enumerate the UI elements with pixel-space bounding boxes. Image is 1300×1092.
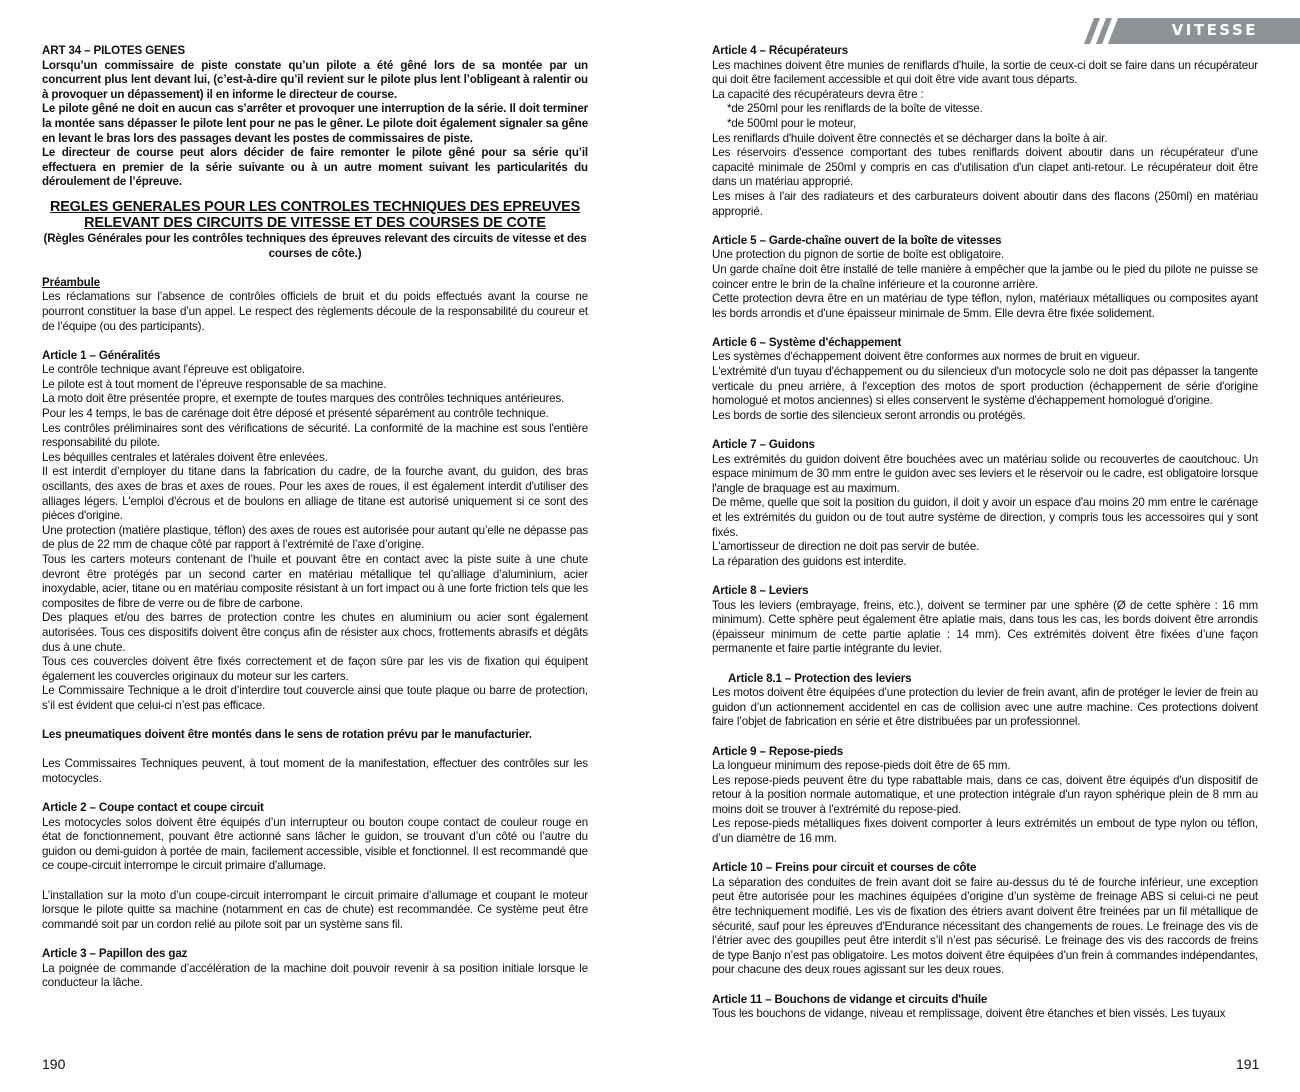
section-label: VITESSE bbox=[1171, 21, 1258, 39]
preambule-title: Préambule bbox=[42, 275, 100, 289]
article-5-paragraph: Cette protection devra être en un matériau de type téflon, nylon, matériaux métalliques ou composites ayant les bords arrondis et d'une épaisseur minimale de 5mm. Elle devra être fixée solidement. bbox=[712, 292, 1258, 320]
left-page bbox=[42, 44, 588, 991]
article-7-title: Article 7 – Guidons bbox=[712, 438, 815, 452]
main-title: REGLES GENERALES POUR LES CONTROLES TECHNIQUES DES EPREUVES RELEVANT DES CIRCUITS DE VITESSE ET DES COURSES DE COTE bbox=[49, 198, 581, 232]
article-4-item: *de 500ml pour le moteur, bbox=[727, 116, 857, 130]
article-3-title: Article 3 – Papillon des gaz bbox=[42, 947, 188, 961]
article-7-paragraph: L'amortisseur de direction ne doit pas servir de butée. bbox=[712, 540, 980, 554]
right-page bbox=[712, 44, 1258, 1022]
article-11-paragraph: Tous les bouchons de vidange, niveau et remplissage, doivent être étanches et bien vissés. Les tuyaux bbox=[712, 1007, 1226, 1021]
page-number-left: 190 bbox=[42, 1056, 66, 1072]
article-4-paragraph: Les réservoirs d'essence comportant des tubes reniflards doivent aboutir dans un récupérateur d'une capacité minimale de 250ml y compris en cas d'utilisation d'un clapet anti-retour. Le récupérateur doit être dans un matériau approprié. bbox=[712, 146, 1258, 189]
article-9-paragraph: Les repose-pieds peuvent être du type rabattable mais, dans ce cas, doivent être équipés d'un dispositif de retour à la position normale automatique, et une protection intégrale d'un rayon sphérique plein de 8 mm au moins doit se trouver à l'extrémité du repose-pied. bbox=[712, 773, 1258, 816]
main-subtitle: (Règles Générales pour les contrôles techniques des épreuves relevant des circuits de vitesse et des courses de côte.) bbox=[43, 231, 587, 260]
article-1-line: La moto doit être présentée propre, et exempte de toutes marques des contrôles techniques antérieures. bbox=[42, 392, 565, 406]
article-1-bold-note: Les pneumatiques doivent être montés dans le sens de rotation prévu par le manufacturier. bbox=[42, 728, 532, 742]
article-1-line: Les contrôles préliminaires sont des vérifications de sécurité. La conformité de la machine est sous l'entière responsabilité du pilote. bbox=[42, 421, 588, 450]
article-6-paragraph: Les bords de sortie des silencieux seront arrondis ou protégés. bbox=[712, 408, 1026, 422]
article-4-paragraph: Les reniflards d'huile doivent être connectés et se décharger dans la boîte à air. bbox=[712, 131, 1108, 145]
article-1-line: Tous les carters moteurs contenant de l’huile et pouvant être en contact avec la piste suite à une chute devront être protégés par un second carter en matériau métallique tel qu’alliage d’aluminium, acier inoxydable, acier, titane ou en matériau composite résistant à un fort impact ou à une forte friction tels que les composites de fibre de verre ou de fibre de carbone. bbox=[42, 553, 588, 610]
article-1-line: Les béquilles centrales et latérales doivent être enlevées. bbox=[42, 450, 328, 464]
article-1-line: Pour les 4 temps, le bas de carénage doit être déposé et présenté séparément au contrôle technique. bbox=[42, 407, 549, 421]
article-1-line: Tous ces couvercles doivent être fixés correctement et de façon sûre par les vis de fixation qui équipent également les couvercles originaux du moteur sur les carters. bbox=[42, 655, 588, 683]
article-4-paragraph: La capacité des récupérateurs devra être : bbox=[712, 87, 924, 101]
article-1-line: Le contrôle technique avant l'épreuve est obligatoire. bbox=[42, 363, 305, 377]
article-1-line: Le pilote est à tout moment de l’épreuve responsable de sa machine. bbox=[42, 377, 387, 391]
article-2-title: Article 2 – Coupe contact et coupe circuit bbox=[42, 801, 264, 815]
article-1-title: Article 1 – Généralités bbox=[42, 348, 161, 362]
art34-paragraph: Le directeur de course peut alors décider de faire remonter le pilote gêné pour sa série qu’il effectuera en premier de la série suivante ou à un autre moment suivant les particularités du déroulement de l’épreuve. bbox=[42, 146, 588, 189]
page-number-right: 191 bbox=[1236, 1056, 1260, 1072]
art34-paragraph: Le pilote gêné ne doit en aucun cas s’arrêter et provoquer une interruption de la série. Il doit terminer la montée sans dépasser le pilote lent pour ne pas le gêner. Le pilote doit également signaler sa gêne en levant le bras lors des passages devant les postes de commissaires de piste. bbox=[42, 102, 588, 145]
article-7-paragraph: La réparation des guidons est interdite. bbox=[712, 554, 907, 568]
article-9-paragraph: Les repose-pieds métalliques fixes doivent comporter à leurs extrémités un embout de type nylon ou téflon, d’un diamètre de 16 mm. bbox=[712, 817, 1258, 846]
art34-paragraph: Lorsqu’un commissaire de piste constate qu’un pilote a été gêné lors de sa montée par un concurrent plus lent devant lui, (c’est-à-dire qu’il revient sur le pilote plus lent l’obligeant à ralentir ou à provoquer un dépassement) il en informe le directeur de course. bbox=[42, 58, 588, 101]
art34-title: ART 34 – PILOTES GENES bbox=[42, 44, 185, 57]
article-6-title: Article 6 – Système d'échappement bbox=[712, 335, 902, 349]
article-9-title: Article 9 – Repose-pieds bbox=[712, 744, 844, 758]
article-1-line: Il est interdit d’employer du titane dans la fabrication du cadre, de la fourche avant, du guidon, des bras oscillants, des axes de bras et axes de roues. Pour les axes de roues, il est également interdit d'utiliser des alliages légers. L'emploi d'écrous et de boulons en alliage de titane est autorisé uniquement si ce sont des pièces d'origine. bbox=[42, 465, 588, 523]
article-7-paragraph: Les extrémités du guidon doivent être bouchées avec un matériau solide ou recouvertes de caoutchouc. Un espace minimum de 30 mm entre le guidon avec ses leviers et le réservoir ou le cadre, est obligatoire lorsque l'angle de braquage est au maximum. bbox=[712, 452, 1258, 495]
article-4-paragraph: Les machines doivent être munies de reniflards d'huile, la sortie de ceux-ci doit se faire dans un récupérateur qui doit être facilement accessible et qui doit être vide avant tous départs. bbox=[712, 58, 1258, 87]
article-6-paragraph: L'extrémité d'un tuyau d'échappement ou du silencieux d'un motocycle solo ne doit pas dépasser la tangente verticale du pneu arrière, à l'exception des motos de sport production (échappement de série d'origine homologué et motos anciennes) si elles conservent le système d'échappement homologué d'origine. bbox=[712, 365, 1258, 408]
article-6-paragraph: Les systèmes d'échappement doivent être conformes aux normes de bruit en vigueur. bbox=[712, 350, 1140, 364]
article-7-paragraph: De même, quelle que soit la position du guidon, il doit y avoir un espace d'au moins 20 mm entre le carénage et les extrémités du guidon ou de tout autre système de direction, y compris tous les accessoires qui y sont fixés. bbox=[712, 496, 1258, 539]
article-10-title: Article 10 – Freins pour circuit et courses de côte bbox=[712, 861, 977, 875]
article-2-paragraph: L’installation sur la moto d’un coupe-circuit interrompant le circuit primaire d’allumage et coupant le moteur lorsque le pilote quitte sa machine (notamment en cas de chute) est recommandée. Ce système peut être commandé soit par un cordon relié au pilote soit par un système sans fil. bbox=[42, 888, 588, 931]
article-9-paragraph: La longueur minimum des repose-pieds doit être de 65 mm. bbox=[712, 759, 1011, 773]
article-5-paragraph: Une protection du pignon de sortie de boîte est obligatoire. bbox=[712, 248, 1004, 262]
article-4-item: *de 250ml pour les reniflards de la boîte de vitesse. bbox=[727, 102, 983, 116]
article-5-paragraph: Un garde chaîne doit être installé de telle manière à empêcher que la jambe ou le pied du pilote ne puisse se coincer entre le brin de la chaîne inférieure et la couronne arrière. bbox=[712, 262, 1258, 291]
article-1-last: Les Commissaires Techniques peuvent, à tout moment de la manifestation, effectuer des contrôles sur les motocycles. bbox=[42, 757, 588, 785]
article-1-line: Des plaques et/ou des barres de protection contre les chutes en aluminium ou acier sont également autorisées. Tous ces dispositifs doivent être conçus afin de résister aux chocs, frottements abrasifs et dégâts dus à une chute. bbox=[42, 611, 588, 654]
article-4-title: Article 4 – Récupérateurs bbox=[712, 44, 849, 57]
article-2-paragraph: Les motocycles solos doivent être équipés d’un interrupteur ou bouton coupe contact de couleur rouge en état de fonctionnement, pouvant être actionné sans lâcher le guidon, se trouvant d’un côté ou l’autre du guidon ou demi-guidon à portée de main, facilement accessible, visible et fonctionnel. Il est recommandé que ce coupe-circuit interrompe le circuit primaire d'allumage. bbox=[42, 815, 588, 873]
article-1-line: Une protection (matière plastique, téflon) des axes de roues est autorisée pour autant qu’elle ne dépasse pas de plus de 22 mm de chaque côté par rapport à l’extrémité de l’axe d’origine. bbox=[42, 523, 588, 552]
article-3-text: La poignée de commande d’accélération de la machine doit pouvoir revenir à sa position initiale lorsque le conducteur la lâche. bbox=[42, 961, 588, 990]
article-5-title: Article 5 – Garde-chaîne ouvert de la boîte de vitesses bbox=[712, 233, 1002, 247]
article-8-1-title: Article 8.1 – Protection des leviers bbox=[728, 671, 912, 685]
article-8-paragraph: Tous les leviers (embrayage, freins, etc.), doivent se terminer par une sphère (Ø de cette sphère : 16 mm minimum). Cette sphère peut également être aplatie mais, dans tous les cas, les bords doivent être arrondis (épaisseur minimum de cette partie aplatie : 14 mm). Ces extrémités doivent être fixées d’une façon permanente et faire partie intégrante du levier. bbox=[712, 598, 1258, 656]
article-8-1-paragraph: Les motos doivent être équipées d’une protection du levier de frein avant, afin de protéger le levier de frein au guidon d’un actionnement accidentel en cas de collision avec une autre machine. Ces protections doivent faire l’objet de fabrication en série et être distribuées par un professionnel. bbox=[712, 686, 1258, 729]
article-8-title: Article 8 – Leviers bbox=[712, 583, 809, 597]
article-4-paragraph: Les mises à l'air des radiateurs et des carburateurs doivent aboutir dans des flacons (250ml) en matériau approprié. bbox=[712, 189, 1258, 218]
article-1-line: Le Commissaire Technique a le droit d’interdire tout couvercle ainsi que toute plaque ou barre de protection, s’il est évident que celui-ci n’est pas efficace. bbox=[42, 684, 588, 712]
preambule-text: Les réclamations sur l’absence de contrôles officiels de bruit et du poids effectués avant la course ne pourront constituer la base d’un appel. Le respect des règlements découle de la responsabilité du coureur et de l’équipe (ou des participants). bbox=[42, 290, 588, 333]
article-11-title: Article 11 – Bouchons de vidange et circuits d'huile bbox=[712, 992, 988, 1006]
article-10-paragraph: La séparation des conduites de frein avant doit se faire au-dessus du té de fourche inférieur, une exception peut être autorisée pour les machines équipées d’origine d’un système de freinage ABS si celui-ci ne peut être techniquement modifié. Les vis de fixation des étriers avant doivent être freinées par un fil métallique de sécurité, sauf pour les épreuves d'Endurance nécessitant des changements de roues. Le freinage des vis de l’étrier avec des goupilles peut être interdit s’il n’est pas sécurisé. Le freinage des vis des raccords de freins de type Banjo n’est pas obligatoire. Les motos doivent être équipées d’un frein à commandes indépendantes, pour chacune des deux roues agissant sur les deux roues. bbox=[712, 875, 1258, 977]
